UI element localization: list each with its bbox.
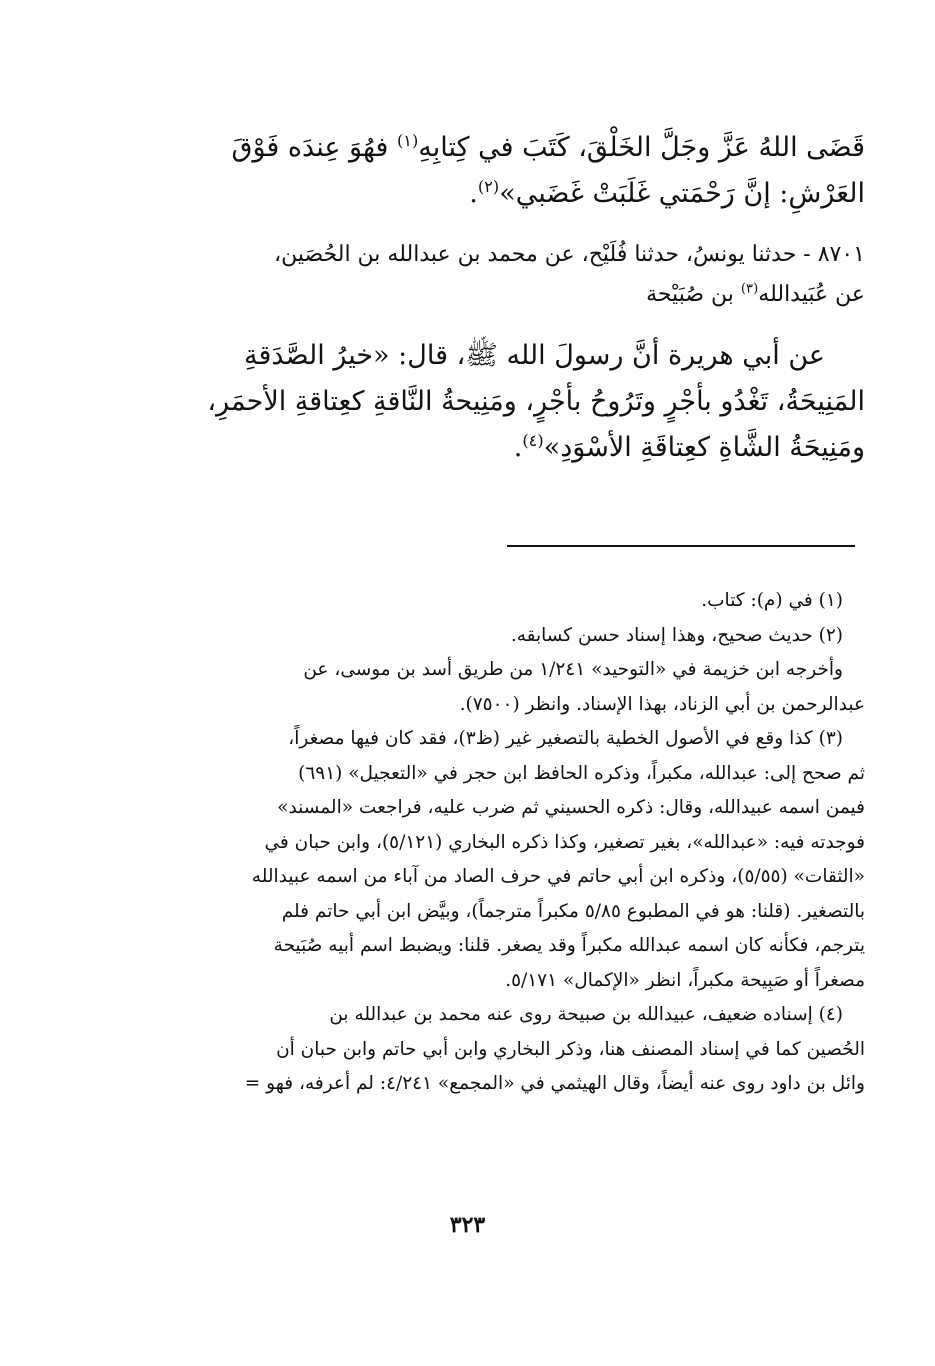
text-span: العَرْشِ: إنَّ رَحْمَتي غَلَبَتْ غَضَبي»: [499, 178, 865, 209]
footnote-marker: (٣): [740, 281, 759, 297]
text-span: .: [469, 178, 478, 209]
text-span: ومَنِيحَةُ الشَّاةِ كعِتاقَةِ الأسْوَدِ»: [543, 432, 865, 463]
isnad-line: [150, 235, 865, 275]
footnote-line: وائل بن داود روى عنه أيضاً، وقال الهيثمي في «المجمع» ٤/٢٤١: لم أعرفه، فهو =: [244, 1073, 865, 1094]
footnote-line: بالتصغير. (قلنا: هو في المطبوع ٥/٨٥ مكبراً مترجماً)، وبيَّض ابن أبي حاتم فلم: [281, 900, 865, 922]
footnote-marker: (٢): [477, 177, 500, 196]
footnote-line: مصغراً أو صَبِيحة مكبراً، انظر «الإكمال» ٥/١٧١.: [505, 969, 865, 991]
isnad-line: [150, 275, 865, 315]
footnote-line: يترجم، فكأنه كان اسمه عبدالله مكبراً وقد يصغر. قلنا: ويضبط اسم أبيه صُبَيحة: [273, 935, 865, 956]
footnote-line: (١) في (م): كتاب.: [701, 590, 843, 611]
hadith-number: ٨٧٠١: [817, 242, 865, 267]
page-number: ٣٢٣: [449, 1212, 486, 1238]
footnote-line: (٣) كذا وقع في الأصول الخطية بالتصغير غير (ظ٣)، فقد كان فيها مصغراً،: [288, 728, 843, 749]
main-text-line: [150, 171, 865, 217]
main-text: [150, 125, 865, 471]
text-span: عن عُبَيدالله: [758, 282, 865, 307]
text-span: عن أبي هريرة أنَّ رسولَ الله ﷺ، قال: «خيرُ الصَّدَقةِ: [244, 340, 825, 371]
matn-line: [150, 425, 865, 471]
footnote-line: (٤) إسناده ضعيف، عبيدالله بن صبيحة روى عنه محمد بن عبدالله بن: [329, 1004, 843, 1025]
footnote-line: وأخرجه ابن خزيمة في «التوحيد» ١/٢٤١ من طريق أسد بن موسى، عن: [303, 659, 843, 680]
footnote-line: الحُصين كما في إسناد المصنف هنا، وذكر البخاري وابن أبي حاتم وابن حبان أن: [276, 1038, 865, 1060]
footnote-line: فوجدته فيه: «عبدالله»، بغير تصغير، وكذا ذكره البخاري (٥/١٢١)، وابن حبان في: [264, 831, 865, 853]
main-text-line: [150, 125, 865, 171]
footnote-divider: [507, 545, 855, 547]
text-span: قَضَى اللهُ عَزَّ وجَلَّ الخَلْقَ، كَتَبَ في كِتابِهِ: [418, 132, 865, 163]
matn-line: [150, 379, 865, 425]
text-span: بن صُبَيْحة: [646, 282, 741, 307]
footnote-line: (٢) حديث صحيح، وهذا إسناد حسن كسابقه.: [510, 624, 843, 646]
matn-line: [150, 333, 865, 379]
footnote-line: «الثقات» (٥/٥٥)، وذكره ابن أبي حاتم في حرف الصاد من آباء من اسمه عبيدالله: [251, 866, 865, 887]
text-span: .: [513, 432, 523, 463]
footnote-line: ثم صحح إلى: عبدالله، مكبراً، وذكره الحافظ ابن حجر في «التعجيل» (٦٩١): [298, 762, 865, 784]
text-span: المَنِيحَةُ، تَغْدُو بأجْرٍ وتَرُوحُ بأجْرٍ، ومَنِيحةُ النَّاقةِ كعِتاقةِ الأحمَرِ،: [207, 386, 865, 417]
footnotes: [150, 584, 865, 1102]
footnote-marker: (١): [396, 131, 419, 150]
footnote-marker: (٤): [522, 431, 544, 450]
footnote-line: فيمن اسمه عبيدالله، وقال: ذكره الحسيني ثم ضرب عليه، فراجعت «المسند»: [277, 797, 865, 818]
text-span: - حدثنا يونسُ، حدثنا فُلَيْح، عن محمد بن عبدالله بن الحُصَين،: [273, 242, 818, 267]
footnote-line: عبدالرحمن بن أبي الزناد، بهذا الإسناد. وانظر (٧٥٠٠).: [459, 693, 865, 715]
text-span: فهُوَ عِندَه فَوْقَ: [231, 132, 397, 163]
